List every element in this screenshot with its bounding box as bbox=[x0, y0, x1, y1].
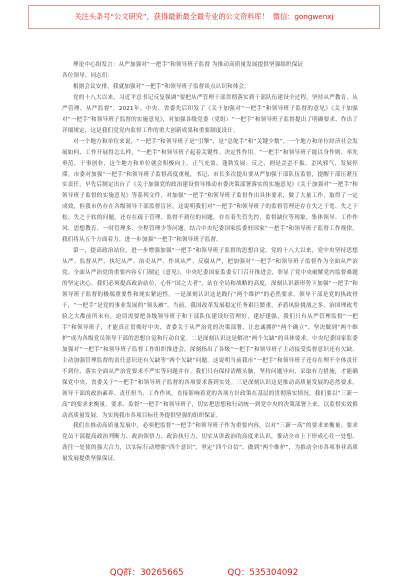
banner-text: 关注头条号“公文研究”，获得最新最全最专业的公文资料库！ bbox=[74, 12, 269, 21]
document-body bbox=[62, 50, 358, 465]
qq-text: QQ：535304092 bbox=[227, 568, 299, 578]
paragraph: 第一，提高政治站位，进一步增强加强“一把手”和领导班子监督的思想自觉。党的十八大以来，党中央坚持思想从严、监督从严、执纪从严、治吏从严、作风从严、反腐从严，把加强对“一把手”和领导班子监督作为全面从严治党、全面从严治党的重要内容专门制定《意见》，中央纪委国家监委专门召开推进会，彰显了党中央破解党内监督难题的坚定决心。我们必须提高政治站位，心怀“国之大者”，站在全局和战略的高度，深刻认识新形势下加强“一把手”和领导班子监督的极端重要性和现实紧迫性。一是深刻认识这是践行“两个维护”的必然要求。领导干部是党的执政骨干，“一把手”是党的事业发展的“领头雁”，当前，我国改革发展稳定任务艰巨繁重，矛盾风险挑战之多、治国理政考验之大都前所未有，迫切需要把各级领导班子和干部队伍建设好管理好，建好建强，我们只有从严管理监督“一把手”和领导班子，才能真正贯彻好中央、省委关于从严治党的决策部署，让忠诚拥护“两个确立”、坚决做到“两个维护”成为各级党员领导干部的思想自觉和行动自觉。二是深刻认识这是解决“两个欠缺”的具体要求。中央纪委国家监委加强对“一把手”和领导班子监督工作组织推进会，深刻指出了各级“一把手”和领导班子主动接受监督意识还有欠缺、主动加强管理监督的责任意识还有欠缺等“两个欠缺”问题。这说明当前我市“一把手”和领导班子还存在理不全体责任不到位、落实全面从严治党要求不严实等问题并存。我们只有保持清醒头脑，坚持问题导向，采取有力措施，才能确保党中央、省委关于“一把手”和领导班子监督的各项要求落到实处。三是深刻认识这是推动高质量发展的必然要求。领导干部的政治素养、责任担当、工作作风，直接影响着党的各项方针政策在基层的贯彻落实情况，我们要以“三新一高”的要求来衡量、要求、监督“一把手”和领导班子，切实把思想和行动统一到党中央的决策部署上来，以监督实效推动高质量发展，为实现我市各项目标任务提供坚强的组织保证。 bbox=[62, 248, 358, 419]
paragraph: 根据会议安排，我就加强对“一把手”和领导班子监督谈点认识和体会。 bbox=[73, 83, 250, 90]
paragraph: 党的十八大以来，习近平总书记反复强调“要把从严管理干部贯彻落实到干部队伍建设全过程，坚持从严教育、从严管理、从严监督”。2021年，中央、省委先后印发了《关于加强对“一把手”和领导班子监督的意见》《关于加强对“一把手”和领导班子监督的实施意见》，对加强各级党委（党组）“一把手”和领导班子监督提出了明确要求、作出了详细规定，这是我们党党内监督工作的重大创新成果和重要制度设计。 bbox=[62, 94, 358, 134]
salutation: 各位领导、同志们： bbox=[62, 72, 114, 79]
promo-banner bbox=[28, 5, 380, 29]
contact-footer bbox=[0, 566, 408, 578]
banner-wechat: 微信：gongwenxj bbox=[272, 12, 334, 21]
qq-group-text: QQ群：30265665 bbox=[109, 568, 184, 578]
paragraph: 对一个地方和单位来说，“一把手”和领导班子是“引擎”，是“总舵手”和“关键少数”，一个地方和单位经济社会发展如何、工作开展得怎么样，“一把手”和领导班子起着关键性、决定性作用。“一把手”和领导班子能以身作则、率先垂范、干事创业，这个地方和单位就会积极向上、正气充盈、蓬勃发展；反之，则是歪歪不振、歪风邪气、发展停滞。市委对加强“一把手”和领导班子监督高度重视，书记、市长多次提出要从严加强干部队伍监督，提醒干部压紧压实责任，早先后制定出台了《关于加强党的政治建设督导推动市委决策部署落实的实施意见》《关于加强对“一把手”和领导班子监督的实施意见》等系列文件，对加强“一把手”和领导班子监督作出具体要求，做了大量工作，取得了一定成效，但我市仍存在各级领导干部监督盲区，这说明我们对“一把手”和领导班子的监督管理还存在失之于宽、失之于松、失之于软的问题，还存在疏于管理、监督不到位的问题，存在着失管失控、监督缺位等现象，集体领导、工作作风、思想教育、一时管理多、全程管理少等问题。结合中央纪委国家监委驻国家“一把手”和领导班子监督工作规律，我们将从五个方面着力，进一步加强“一把手”和领导班子监督。 bbox=[62, 138, 358, 244]
paragraph: 我们在推动高质量发展中，必须把监督“一把手”和领导班子作为重要内容，以对“三新一高”的要求来衡量。要求党员干部提高政治判断力、政治领悟力、政治执行力，切实从讲政治的高度来认识，推动全市上下形成心往一处想、劲往一处使的强大合力，以实际行动增强“四个意识”、坚定“四个自信”、做到“两个维护”，为推动全市各项事业高质量发展提供坚强保证。 bbox=[62, 423, 358, 463]
document-title: 理论中心组发言：从严加强对“一把手”和领导班子监督 为推动高质量发展提供坚强组织保证 bbox=[73, 62, 304, 68]
